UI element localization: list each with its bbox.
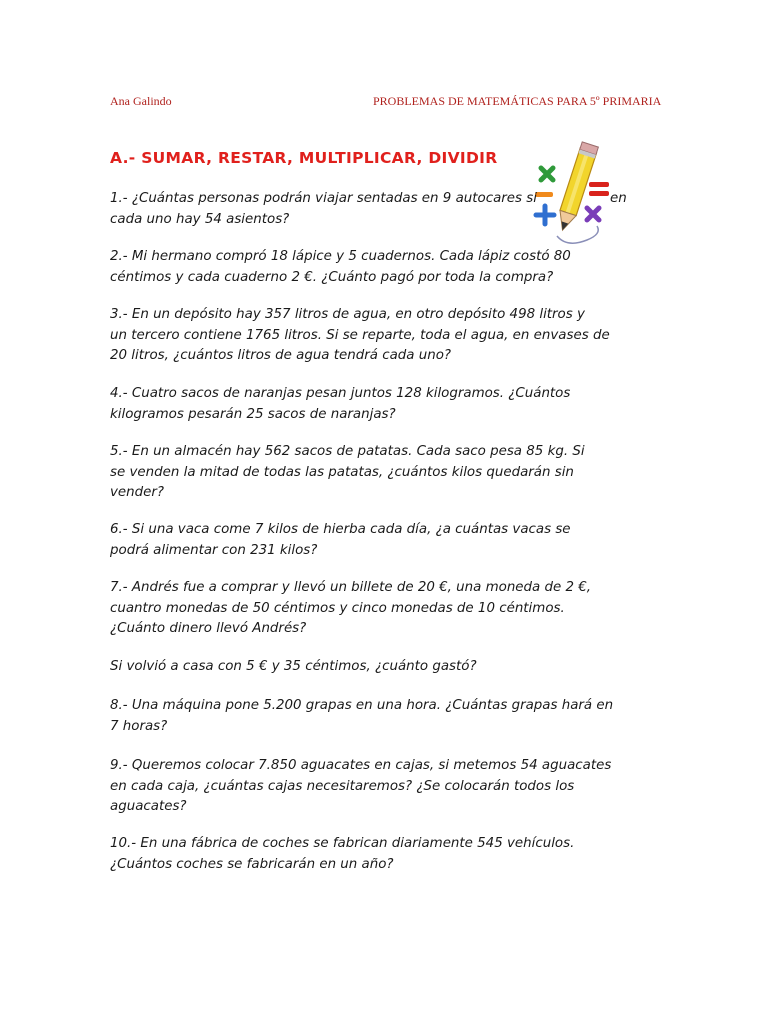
problem-5-line-2: se venden la mitad de todas las patatas, ¿cuántos kilos quedarán sin	[110, 464, 574, 480]
problem-8-line-1: 8.- Una máquina pone 5.200 grapas en una hora. ¿Cuántas grapas hará en	[110, 698, 614, 713]
problem-10-line-1: 10.- En una fábrica de coches se fabrican diariamente 545 vehículos.	[110, 836, 575, 851]
problem-10-line-2: ¿Cuántos coches se fabricarán en un año?	[110, 856, 394, 872]
problem-7-followup-line-1: Si volvió a casa con 5 € y 35 céntimos, ¿cuánto gastó?	[110, 659, 477, 674]
problem-8	[110, 696, 635, 737]
problem-1-line-2: cada uno hay 54 asientos?	[110, 211, 290, 227]
problem-7-line-1: 7.- Andrés fue a comprar y llevó un billete de 20 €, una moneda de 2 €,	[110, 580, 592, 595]
section-title: A.- SUMAR, RESTAR, MULTIPLICAR, DIVIDIR	[110, 149, 498, 167]
problem-1-line-1-end: en	[610, 191, 627, 206]
problem-1-line-1: 1.- ¿Cuántas personas podrán viajar sentadas en 9 autocares si	[110, 191, 537, 206]
problem-8-line-2: 7 horas?	[110, 718, 168, 734]
problem-4-line-1: 4.- Cuatro sacos de naranjas pesan juntos 128 kilogramos. ¿Cuántos	[110, 386, 571, 401]
problem-9	[110, 756, 635, 818]
problem-2-line-1: 2.- Mi hermano compró 18 lápice y 5 cuadernos. Cada lápiz costó 80	[110, 249, 571, 264]
problem-3	[110, 305, 635, 367]
problem-4	[110, 384, 635, 425]
problem-9-line-3: aguacates?	[110, 799, 187, 814]
problem-5-line-3: vender?	[110, 485, 165, 500]
problem-1	[110, 189, 635, 230]
problem-7-line-2: cuantro monedas de 50 céntimos y cinco monedas de 10 céntimos.	[110, 600, 565, 616]
problem-3-line-3: 20 litros, ¿cuántos litros de agua tendrá cada uno?	[110, 348, 452, 363]
header-author: Ana Galindo	[110, 94, 172, 108]
problem-6-line-2: podrá alimentar con 231 kilos?	[110, 542, 318, 558]
problem-2-line-2: céntimos y cada cuaderno 2 €. ¿Cuánto pagó por toda la compra?	[110, 269, 554, 285]
header-title: PROBLEMAS DE MATEMÁTICAS PARA 5º PRIMARIA	[373, 94, 662, 108]
problem-3-line-2: un tercero contiene 1765 litros. Si se reparte, toda el agua, en envases de	[110, 327, 610, 343]
problem-4-line-2: kilogramos pesarán 25 sacos de naranjas?	[110, 406, 396, 422]
problem-9-line-2: en cada caja, ¿cuántas cajas necesitaremos? ¿Se colocarán todos los	[110, 778, 575, 794]
problem-3-line-1: 3.- En un depósito hay 357 litros de agua, en otro depósito 498 litros y	[110, 307, 585, 322]
problem-6	[110, 520, 635, 561]
problem-5	[110, 442, 635, 504]
problem-7-followup	[110, 657, 635, 678]
problem-7	[110, 578, 635, 640]
problem-5-line-1: 5.- En un almacén hay 562 sacos de patatas. Cada saco pesa 85 kg. Si	[110, 444, 585, 459]
problem-6-line-1: 6.- Si una vaca come 7 kilos de hierba cada día, ¿a cuántas vacas se	[110, 522, 571, 537]
problem-7-line-3: ¿Cuánto dinero llevó Andrés?	[110, 621, 307, 636]
problem-9-line-1: 9.- Queremos colocar 7.850 aguacates en cajas, si metemos 54 aguacates	[110, 758, 612, 773]
problem-2	[110, 247, 635, 288]
problem-10	[110, 834, 635, 875]
